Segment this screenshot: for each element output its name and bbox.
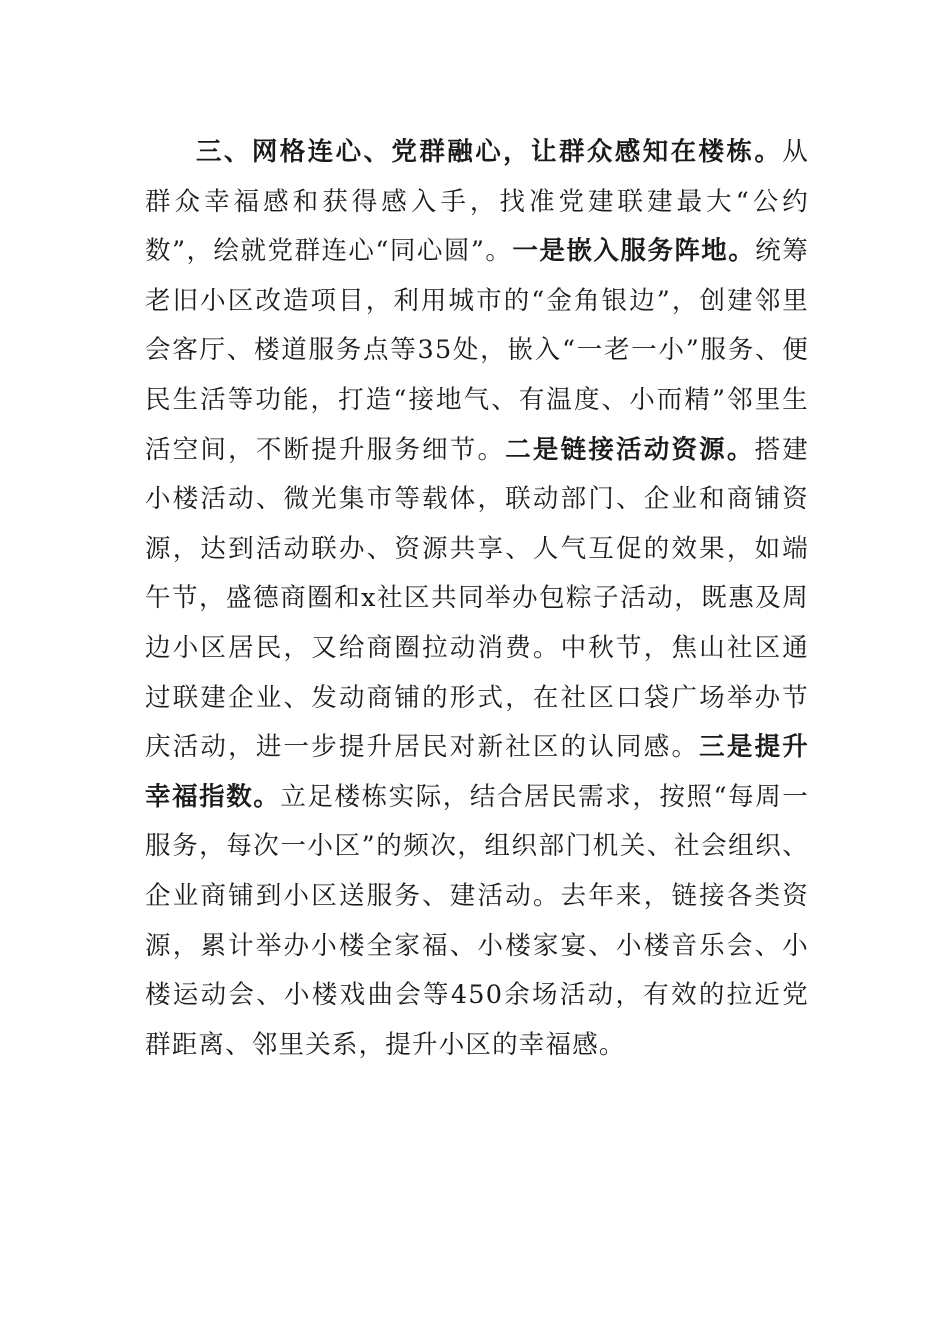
point-1-text: 统筹老旧小区改造项目，利用城市的“金角银边”，创建邻里会客厅、楼道服务点等35处，嵌入“一老一小”服务、便民生活等功能，打造“接地气、有温度、小而精”邻里生活空间，不断提升服务细节。 [145, 236, 809, 465]
section-intro: 从群众幸福感和获得感入手，找准党建联建最大“公约数”，绘就党群连心“同心圆”。 [145, 137, 809, 267]
point-2-heading: 二是链接活动资源。 [505, 434, 755, 465]
point-3-heading: 三是提升幸福指数。 [145, 732, 809, 812]
section-heading: 三、网格连心、党群融心，让群众感知在楼栋。 [196, 137, 783, 167]
body-paragraph [145, 128, 809, 1070]
point-1-heading: 一是嵌入服务阵地。 [512, 236, 756, 267]
point-2-text: 搭建小楼活动、微光集市等载体，联动部门、企业和商铺资源，达到活动联办、资源共享、人气互促的效果，如端午节，盛德商圈和x社区共同举办包粽子活动，既惠及周边小区居民，又给商圈拉动消费。中秋节，焦山社区通过联建企业、发动商铺的形式，在社区口袋广场举办节庆活动，进一步提升居民对新社区的认同感。 [145, 434, 809, 763]
point-3-text: 立足楼栋实际，结合居民需求，按照“每周一服务，每次一小区”的频次，组织部门机关、社会组织、企业商铺到小区送服务、建活动。去年来，链接各类资源，累计举办小楼全家福、小楼家宴、小楼音乐会、小楼运动会、小楼戏曲会等450余场活动，有效的拉近党群距离、邻里关系，提升小区的幸福感。 [145, 781, 809, 1060]
